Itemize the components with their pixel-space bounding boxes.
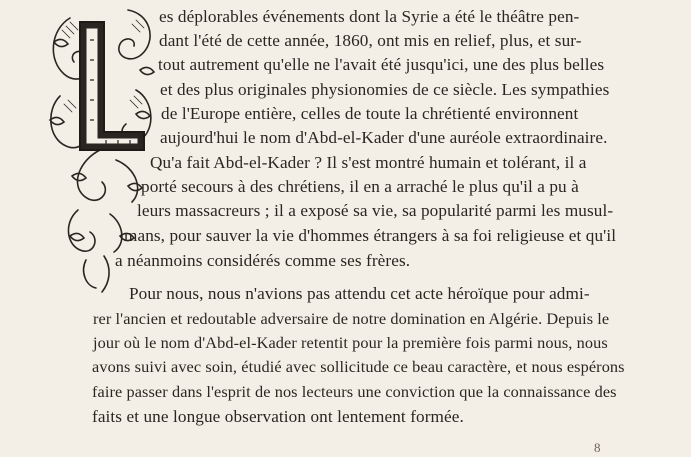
text-line-2: dant l'été de cette année, 1860, ont mis en relief, plus, et sur- [159,31,582,50]
text-line-6: aujourd'hui le nom d'Abd-el-Kader d'une auréole extraordinaire. [160,128,608,147]
text-line-12: Pour nous, nous n'avions pas attendu cet acte héroïque pour admi- [129,284,590,303]
text-line-3: tout autrement qu'elle ne l'avait été jusqu'ici, une des plus belles [158,55,605,74]
page-number: 8 [594,440,601,455]
text-line-5: de l'Europe entière, celles de toute la chrétienté environnent [161,104,579,123]
text-line-13: rer l'ancien et redoutable adversaire de notre domination en Algérie. Depuis le [93,309,610,328]
text-line-16: faire passer dans l'esprit de nos lecteurs une conviction que la connaissance des [92,382,617,401]
text-line-4: et des plus originales physionomies de ce siècle. Les sympathies [160,80,610,99]
text-line-10: mans, pour sauver la vie d'hommes étrangers à sa foi religieuse et qu'il [124,226,617,245]
text-line-8: porté secours à des chrétiens, il en a arraché le plus qu'il a pu à [141,177,579,196]
text-line-7: Qu'a fait Abd-el-Kader ? Il s'est montré humain et tolérant, il a [150,153,587,172]
text-line-15: avons suivi avec soin, étudié avec sollicitude ce beau caractère, et nous espérons [92,357,625,376]
text-line-9: leurs massacreurs ; il a exposé sa vie, sa popularité parmi les musul- [137,201,614,220]
text-line-17: faits et une longue observation ont lentement formée. [92,407,464,426]
text-line-14: jour où le nom d'Abd-el-Kader retentit pour la première fois parmi nous, nous [93,333,608,352]
text-line-1: es déplorables événements dont la Syrie a été le théâtre pen- [159,7,580,26]
text-line-11: a néanmoins considérés comme ses frères. [115,251,411,270]
